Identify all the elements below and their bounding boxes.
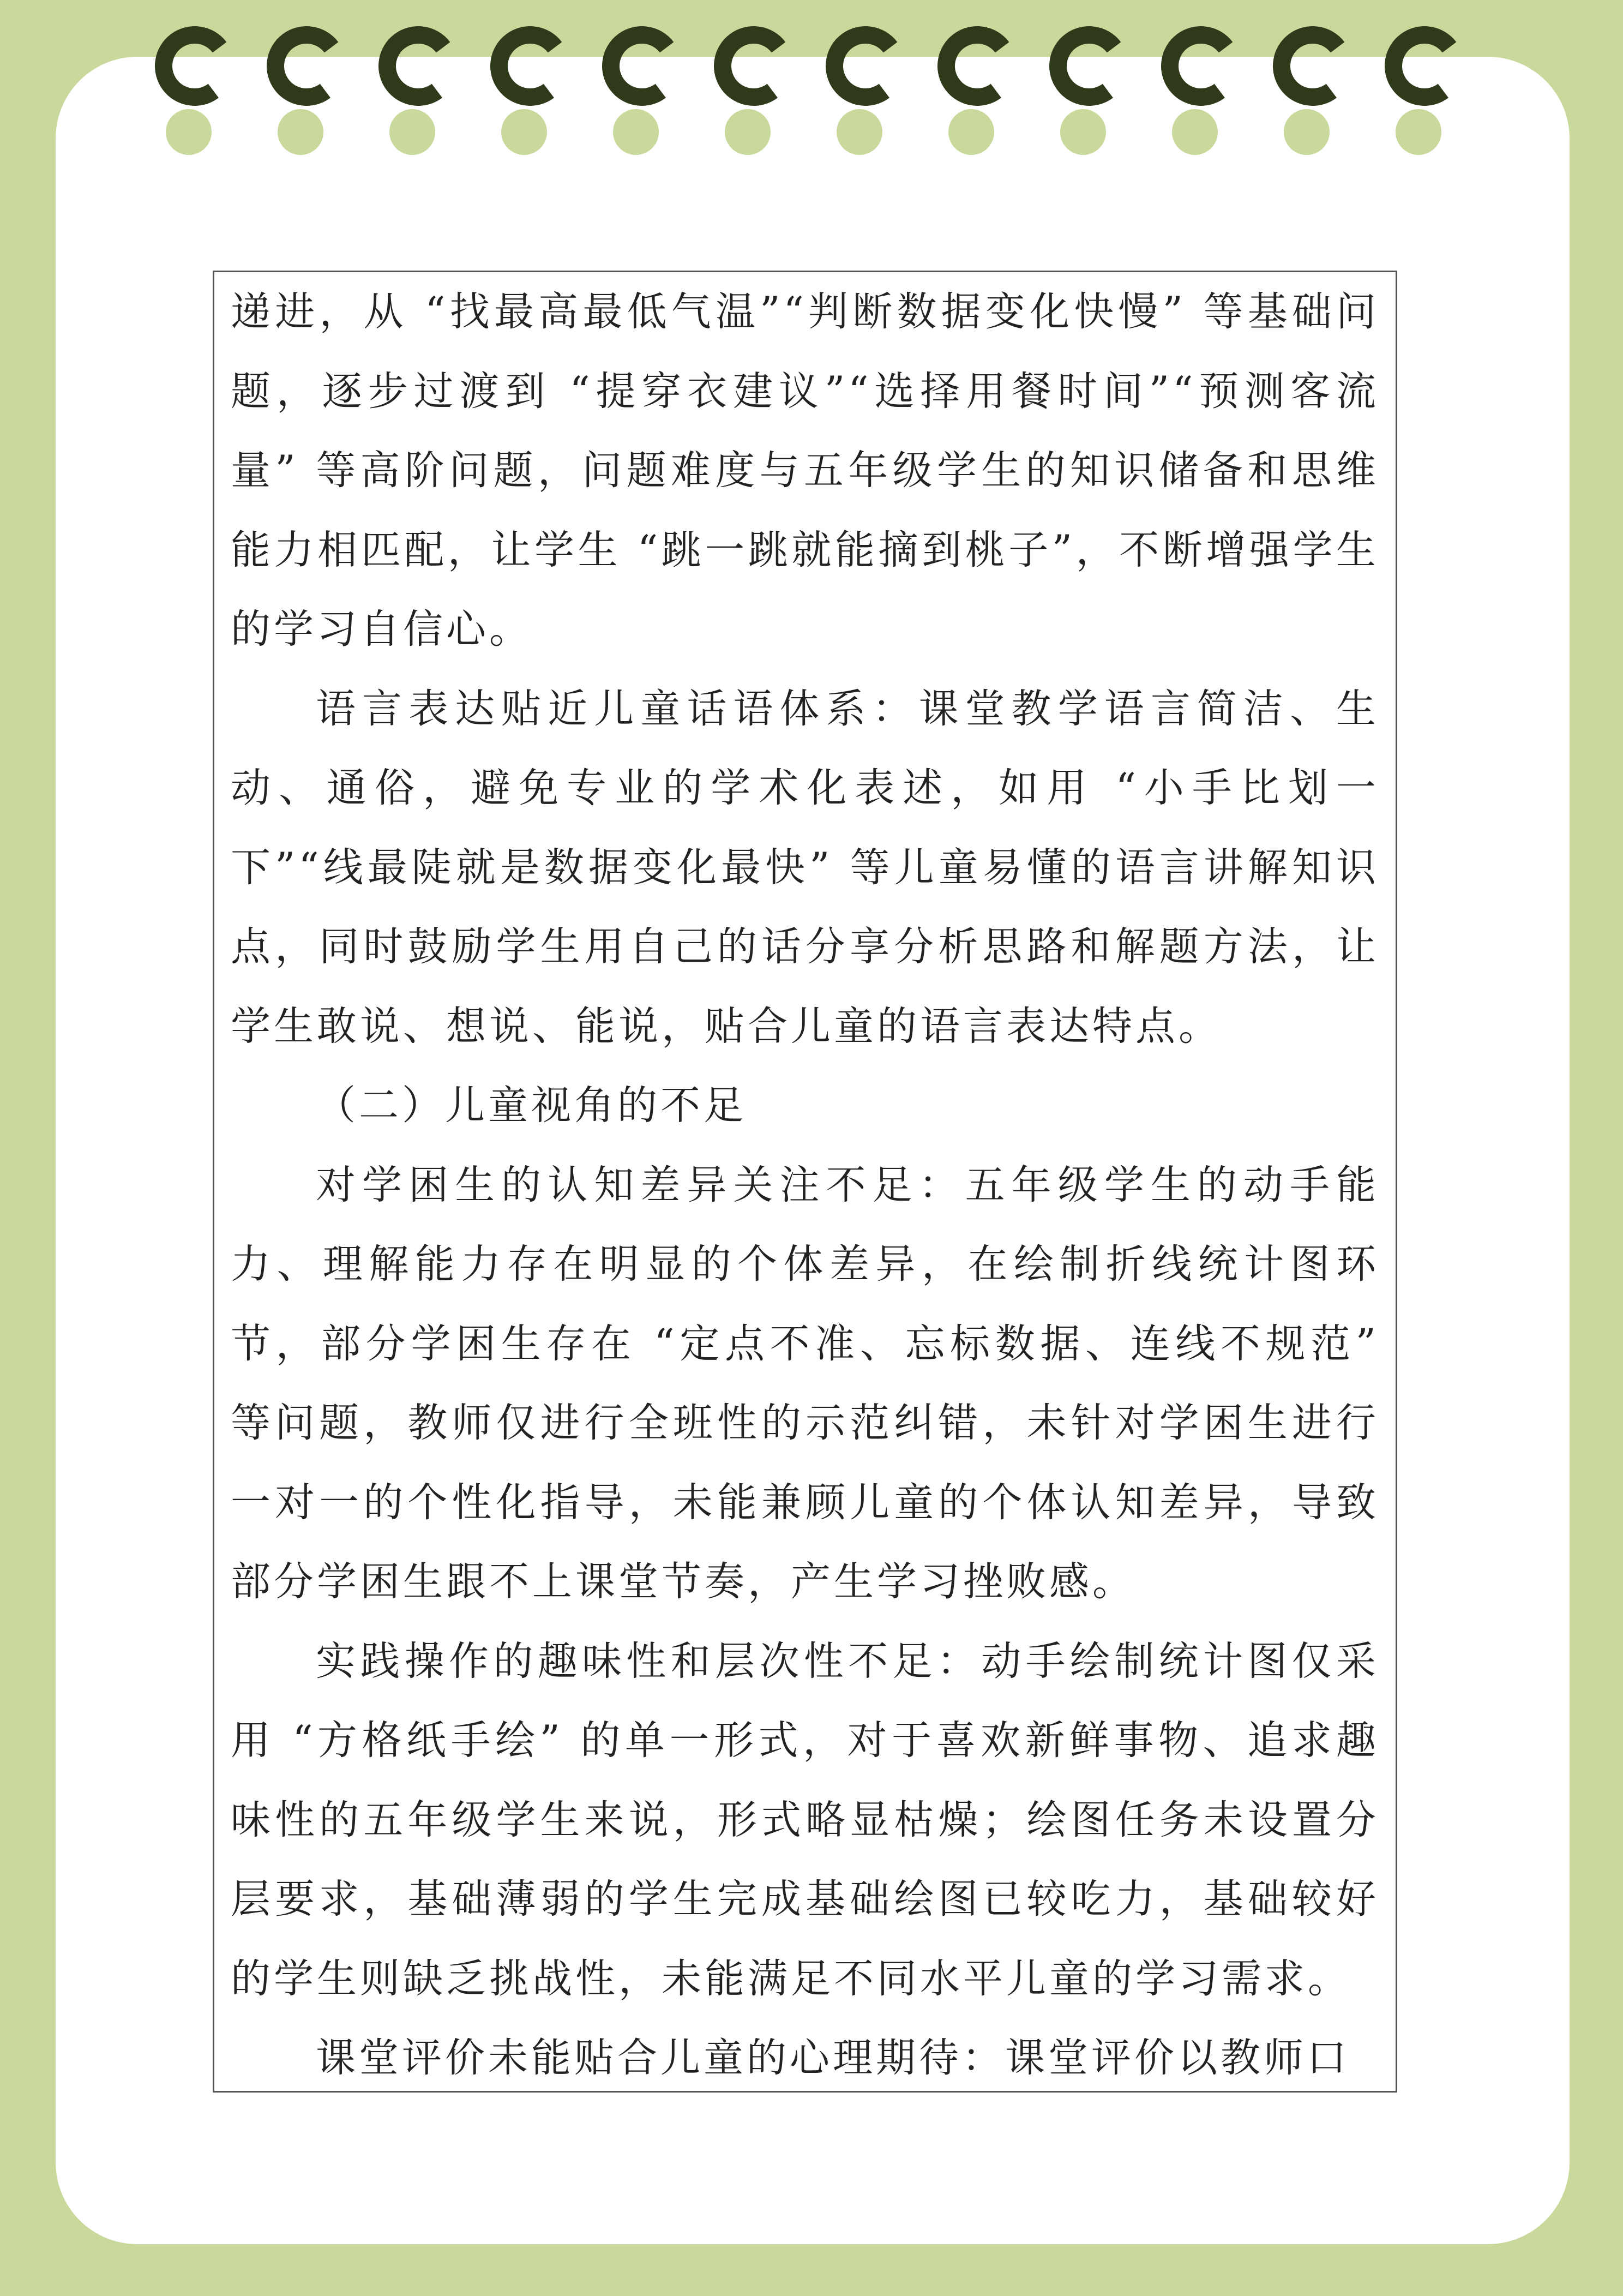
binding-ring: [484, 0, 582, 164]
binding-ring: [596, 0, 694, 164]
binding-ring: [707, 0, 806, 164]
paragraph-continuation: 递进，从 “找最高最低气温”“判断数据变化快慢” 等基础问题，逐步过渡到 “提穿衣建议”“选择用餐时间”“预测客流量” 等高阶问题，问题难度与五年级学生的知识储备和思维能力相匹配，让学生 “跳一跳就能摘到桃子”，不断增强学生的学习自信心。: [231, 289, 1379, 652]
binding-ring: [1043, 0, 1141, 164]
binding-ring: [1266, 0, 1364, 164]
binding-ring: [260, 0, 358, 164]
paragraph-classroom-evaluation: 课堂评价未能贴合儿童的心理期待：课堂评价以教师口: [316, 2035, 1350, 2081]
binding-ring: [819, 0, 917, 164]
binding-ring: [148, 0, 247, 164]
spiral-binding: [0, 0, 1623, 164]
text-frame: [213, 271, 1397, 2093]
paragraph-struggling-students: 对学困生的认知差异关注不足：五年级学生的动手能力、理解能力存在明显的个体差异，在绘制折线统计图环节，部分学困生存在 “定点不准、忘标数据、连线不规范” 等问题，教师仅进行全班性的示范纠错，未针对学困生进行一对一的个性化指导，未能兼顾儿童的个体认知差异，导致部分学困生跟不上课堂节奏，产生学习挫败感。: [231, 1161, 1379, 1605]
binding-ring: [931, 0, 1029, 164]
binding-ring: [1378, 0, 1476, 164]
section-heading: （二）儿童视角的不足: [316, 1082, 747, 1129]
paragraph-language-expression: 语言表达贴近儿童话语体系：课堂教学语言简洁、生动、通俗，避免专业的学术化表述，如用 “小手比划一下”“线最陡就是数据变化最快” 等儿童易懂的语言讲解知识点，同时鼓励学生用自己的话分享分析思路和解题方法，让学生敢说、想说、能说，贴合儿童的语言表达特点。: [231, 685, 1379, 1050]
paragraph-practice-operation: 实践操作的趣味性和层次性不足：动手绘制统计图仅采用 “方格纸手绘” 的单一形式，对于喜欢新鲜事物、追求趣味性的五年级学生来说，形式略显枯燥；绘图任务未设置分层要求，基础薄弱的学生完成基础绘图已较吃力，基础较好的学生则缺乏挑战性，未能满足不同水平儿童的学习需求。: [231, 1638, 1379, 2002]
binding-ring: [372, 0, 470, 164]
binding-ring: [1155, 0, 1253, 164]
